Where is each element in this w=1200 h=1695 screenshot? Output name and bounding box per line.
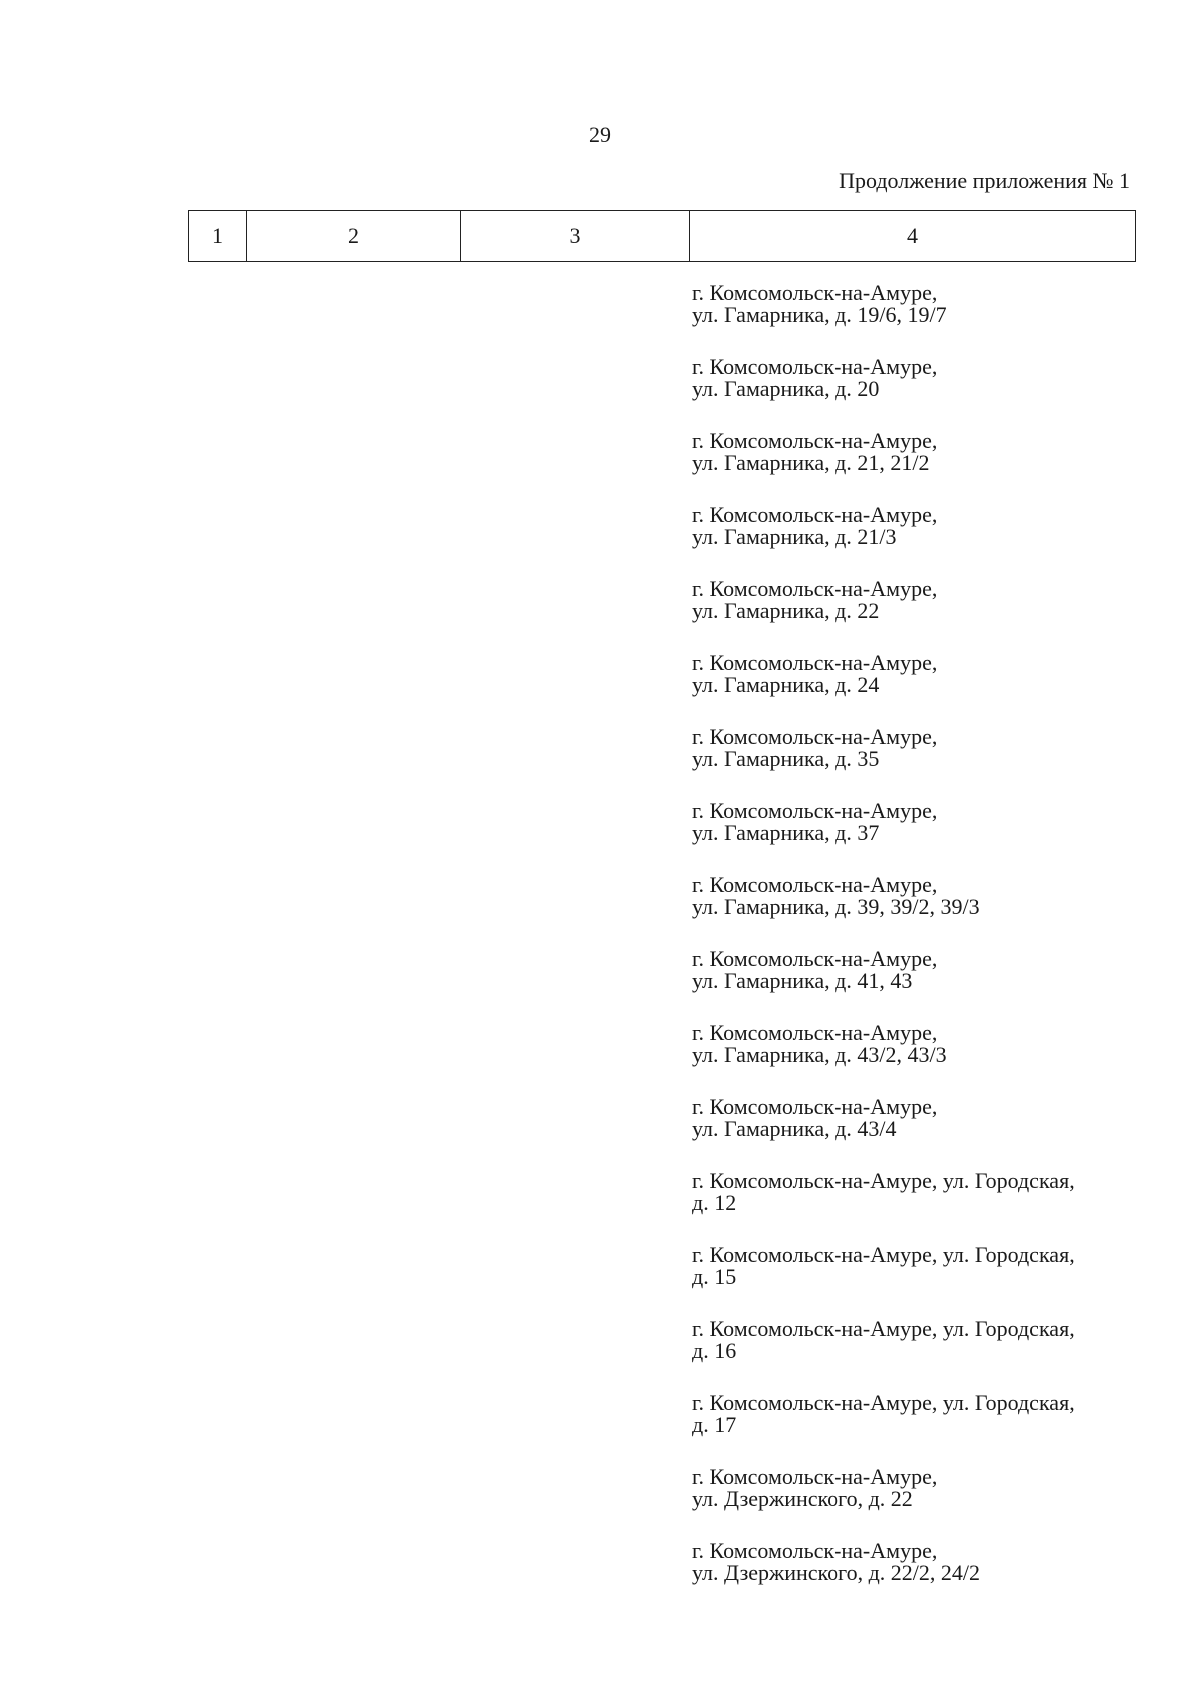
address-entry [692, 726, 1142, 770]
appendix-note: Продолжение приложения № 1 [839, 168, 1130, 193]
address-line-street: ул. Гамарника, д. 22 [692, 598, 880, 623]
column-number-4: 4 [690, 211, 1136, 262]
address-line-city: г. Комсомольск-на-Амуре, [692, 650, 938, 675]
address-line-city: г. Комсомольск-на-Амуре, [692, 1020, 938, 1045]
address-entry [692, 282, 1142, 326]
address-line-city: г. Комсомольск-на-Амуре, ул. Городская, [692, 1242, 1075, 1267]
column-header-row [189, 211, 1136, 262]
address-entry [692, 1170, 1142, 1214]
address-line-city: г. Комсомольск-на-Амуре, [692, 872, 938, 897]
address-line-street: ул. Гамарника, д. 37 [692, 820, 880, 845]
column-number-1: 1 [189, 211, 247, 262]
column-number-3: 3 [461, 211, 690, 262]
address-line-street: д. 17 [692, 1412, 737, 1437]
address-line-city: г. Комсомольск-на-Амуре, [692, 946, 938, 971]
address-line-city: г. Комсомольск-на-Амуре, [692, 724, 938, 749]
address-entry [692, 504, 1142, 548]
address-entry [692, 652, 1142, 696]
address-line-street: ул. Гамарника, д. 21, 21/2 [692, 450, 930, 475]
column-header-table [188, 210, 1136, 262]
address-line-street: ул. Гамарника, д. 20 [692, 376, 880, 401]
address-line-street: ул. Гамарника, д. 39, 39/2, 39/3 [692, 894, 980, 919]
address-line-city: г. Комсомольск-на-Амуре, [692, 798, 938, 823]
address-entry [692, 1244, 1142, 1288]
address-entry [692, 578, 1142, 622]
address-line-city: г. Комсомольск-на-Амуре, ул. Городская, [692, 1316, 1075, 1341]
address-line-street: ул. Гамарника, д. 35 [692, 746, 880, 771]
address-line-city: г. Комсомольск-на-Амуре, ул. Городская, [692, 1168, 1075, 1193]
address-line-street: ул. Гамарника, д. 41, 43 [692, 968, 913, 993]
address-line-street: ул. Гамарника, д. 43/4 [692, 1116, 897, 1141]
address-entry [692, 430, 1142, 474]
address-entry [692, 1540, 1142, 1584]
address-entry [692, 1466, 1142, 1510]
address-line-city: г. Комсомольск-на-Амуре, [692, 1464, 938, 1489]
address-line-street: ул. Гамарника, д. 21/3 [692, 524, 897, 549]
address-line-street: д. 15 [692, 1264, 737, 1289]
address-entry [692, 356, 1142, 400]
address-entry [692, 874, 1142, 918]
address-line-street: ул. Дзержинского, д. 22/2, 24/2 [692, 1560, 980, 1585]
address-line-street: ул. Гамарника, д. 24 [692, 672, 880, 697]
address-line-street: ул. Дзержинского, д. 22 [692, 1486, 913, 1511]
address-line-street: ул. Гамарника, д. 19/6, 19/7 [692, 302, 947, 327]
address-line-city: г. Комсомольск-на-Амуре, [692, 1094, 938, 1119]
address-line-street: д. 12 [692, 1190, 737, 1215]
address-line-city: г. Комсомольск-на-Амуре, [692, 354, 938, 379]
address-entry [692, 800, 1142, 844]
address-entry [692, 1022, 1142, 1066]
address-entry [692, 948, 1142, 992]
address-entry [692, 1096, 1142, 1140]
address-line-city: г. Комсомольск-на-Амуре, [692, 1538, 938, 1563]
address-entry [692, 1392, 1142, 1436]
address-line-city: г. Комсомольск-на-Амуре, [692, 502, 938, 527]
page-number: 29 [589, 122, 611, 147]
column-number-2: 2 [247, 211, 461, 262]
address-line-street: д. 16 [692, 1338, 737, 1363]
address-list [692, 282, 1142, 1614]
address-line-street: ул. Гамарника, д. 43/2, 43/3 [692, 1042, 947, 1067]
address-entry [692, 1318, 1142, 1362]
address-line-city: г. Комсомольск-на-Амуре, [692, 280, 938, 305]
address-line-city: г. Комсомольск-на-Амуре, [692, 428, 938, 453]
address-line-city: г. Комсомольск-на-Амуре, [692, 576, 938, 601]
address-line-city: г. Комсомольск-на-Амуре, ул. Городская, [692, 1390, 1075, 1415]
